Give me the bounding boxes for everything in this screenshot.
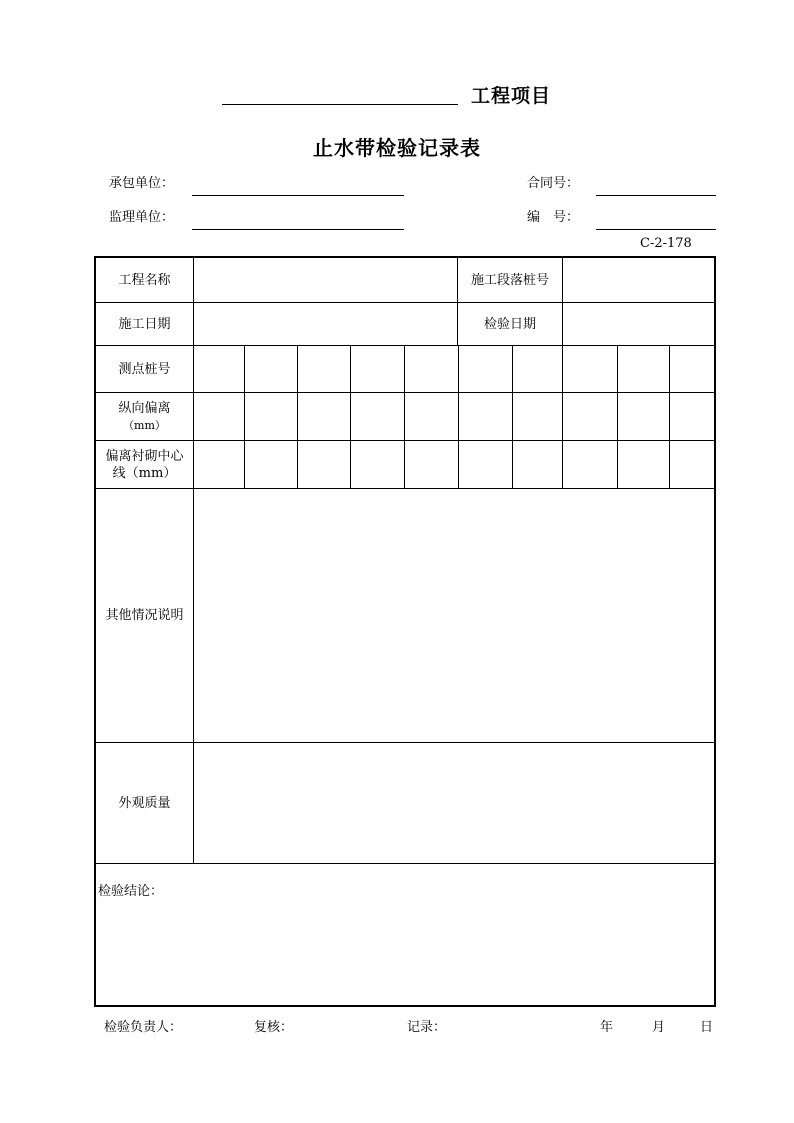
section-station-label: 施工段落桩号 [470, 272, 549, 288]
contractor-label: 承包单位： [109, 176, 175, 191]
conclusion-label: 检验结论： [98, 884, 164, 899]
contractor-field[interactable] [192, 195, 404, 196]
serial-no-label: 编 号： [527, 210, 580, 225]
reviewer-label: 复核： [254, 1020, 294, 1035]
section-station-cell[interactable] [563, 258, 714, 302]
lining-deviation-text: 偏离衬砌中心 [105, 448, 184, 464]
construction-date-cell[interactable] [194, 303, 457, 345]
appearance-quality-label: 外观质量 [118, 795, 171, 811]
lining-deviation-unit: 线（mm） [112, 465, 177, 481]
inspection-date-cell[interactable] [563, 303, 714, 345]
contract-no-field[interactable] [596, 195, 716, 196]
recorder-label: 记录： [407, 1020, 447, 1035]
serial-no-field[interactable] [596, 229, 716, 230]
longitudinal-deviation-text: 纵向偏离 [118, 400, 171, 416]
day-label: 日 [700, 1020, 714, 1035]
longitudinal-deviation-label [96, 393, 193, 440]
station-no-label: 测点桩号 [118, 361, 171, 377]
project-title: 工程项目 [471, 85, 552, 107]
longitudinal-deviation-unit: （mm） [123, 418, 166, 432]
construction-date-label: 施工日期 [118, 316, 171, 332]
month-label: 月 [652, 1020, 666, 1035]
inspection-table [94, 256, 716, 1007]
project-name-blank-line[interactable] [222, 104, 458, 105]
other-notes-label: 其他情况说明 [105, 608, 184, 623]
inspector-label: 检验负责人： [104, 1020, 183, 1035]
other-notes-cell[interactable] [194, 489, 714, 742]
supervisor-field[interactable] [192, 229, 404, 230]
form-title: 止水带检验记录表 [313, 136, 481, 160]
appearance-quality-cell[interactable] [194, 743, 714, 863]
project-name-label: 工程名称 [118, 272, 171, 288]
contract-no-label: 合同号： [527, 176, 580, 191]
inspection-date-label: 检验日期 [483, 316, 536, 332]
project-name-cell[interactable] [194, 258, 457, 302]
year-label: 年 [600, 1020, 614, 1035]
supervisor-label: 监理单位： [109, 210, 175, 225]
form-code: C-2-178 [640, 236, 692, 251]
lining-deviation-label [96, 441, 193, 488]
